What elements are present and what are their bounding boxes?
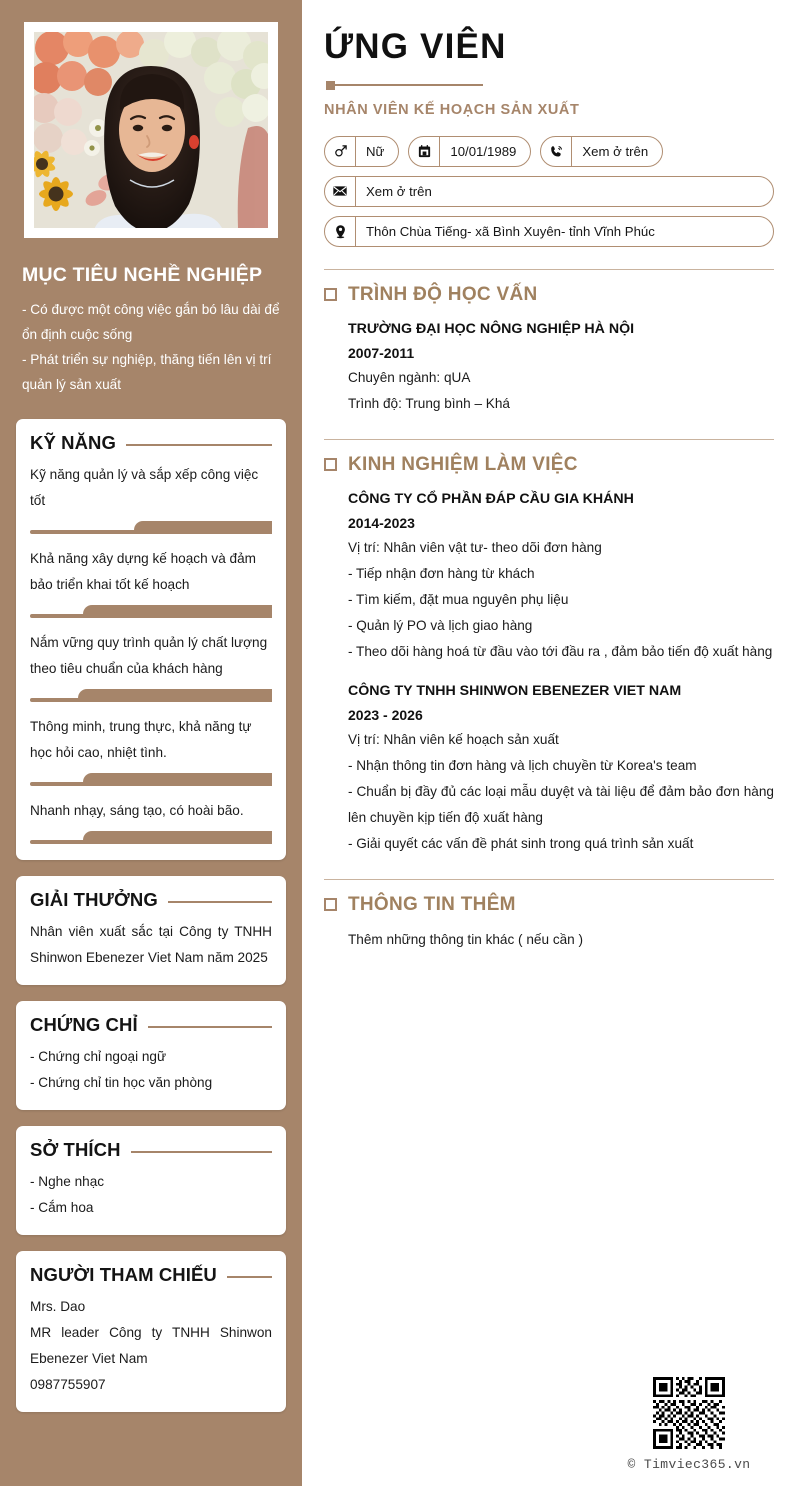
job-duty: - Chuẩn bị đầy đủ các loại mẫu duyệt và tài liệu để đảm bảo đơn hàng lên chuyền kịp tiến độ xuất hàng [348,783,774,825]
reference-role: MR leader Công ty TNHH Shinwon Ebenezer Viet Nam [30,1325,272,1366]
portrait-image [34,32,268,228]
heading-rule [131,1151,272,1153]
references-heading: NGƯỜI THAM CHIẾU [30,1264,217,1285]
company-years: 2023 - 2026 [348,706,423,723]
skill-fill [134,521,272,534]
certificates-header [30,1014,272,1036]
job-duty: - Quản lý PO và lịch giao hàng [348,617,533,633]
section-divider [324,439,774,440]
major: Chuyên ngành: qUA [348,369,471,385]
skill-label: Khả năng xây dựng kế hoạch và đảm bảo triển khai tốt kế hoạch [30,551,256,592]
contact-pill-birthdate[interactable] [408,136,531,167]
additional-text: Thêm những thông tin khác ( nếu cần ) [348,931,584,947]
objective-heading: MỤC TIÊU NGHỀ NGHIỆP [22,264,263,286]
skill-progress-bar [30,605,272,618]
experience-heading: KINH NGHIỆM LÀM VIỆC [348,453,578,475]
references-card [16,1251,286,1412]
candidate-photo [34,32,268,228]
brand-text: © Timviec365.vn [627,1457,751,1472]
job-title: NHÂN VIÊN KẾ HOẠCH SẢN XUẤT [324,101,580,118]
hobby-item: - Nghe nhạc [30,1174,105,1189]
contact-pills [324,136,774,247]
hobbies-heading: SỞ THÍCH [30,1139,121,1160]
qr-code[interactable] [653,1377,725,1449]
awards-text: Nhân viên xuất sắc tại Công ty TNHH Shinwon Ebenezer Viet Nam năm 2025 [30,924,272,965]
awards-card [16,876,286,985]
additional-header [324,894,774,916]
additional-info-section [324,879,774,953]
certificates-heading: CHỨNG CHỈ [30,1014,138,1035]
hobbies-card [16,1126,286,1235]
envelope-icon [325,177,356,206]
gender-icon [325,137,356,166]
job-duty: - Giải quyết các vấn đề phát sinh trong quá trình sản xuất [348,835,694,851]
reference-name: Mrs. Dao [30,1299,86,1314]
awards-heading: GIẢI THƯỞNG [30,889,158,910]
grade: Trình độ: Trung bình – Khá [348,395,510,411]
heading-rule [227,1276,272,1278]
heading-rule [168,901,272,903]
job-duty: - Tiếp nhận đơn hàng từ khách [348,565,535,581]
spacer [324,665,774,679]
skill-label: Nắm vững quy trình quản lý chất lượng theo tiêu chuẩn của khách hàng [30,635,268,676]
contact-value: 10/01/1989 [450,143,517,159]
footer [604,1377,774,1472]
heading-rule [126,444,272,446]
contact-value: Xem ở trên [366,183,432,199]
career-objective-section [16,238,286,403]
square-bullet-icon [324,898,337,911]
skill-fill [83,831,272,844]
skill-fill [78,689,272,702]
skill-progress-bar [30,831,272,844]
contact-pill-email[interactable] [324,176,774,207]
skill-item [30,630,272,702]
square-bullet-icon [324,288,337,301]
sidebar [0,0,302,1486]
title-accent-rule [326,81,774,90]
company-name: CÔNG TY TNHH SHINWON EBENEZER VIET NAM [348,682,682,699]
phone-icon [541,137,572,166]
job-duty: - Nhận thông tin đơn hàng và lịch chuyền từ Korea's team [348,757,697,773]
contact-value: Xem ở trên [582,143,649,159]
main-content [302,0,800,953]
skill-fill [83,773,272,786]
company-years: 2014-2023 [348,514,415,531]
location-pin-icon [325,217,356,246]
hobbies-header [30,1139,272,1161]
education-block [324,317,774,417]
certificates-card [16,1001,286,1110]
job-duty: - Tìm kiếm, đặt mua nguyên phụ liệu [348,591,569,607]
skill-label: Nhanh nhạy, sáng tạo, có hoài bão. [30,803,244,818]
contact-pill-gender[interactable] [324,136,399,167]
square-bullet-icon [324,458,337,471]
skill-fill [83,605,272,618]
objective-line-1: - Có được một công việc gắn bó lâu dài để ổn định cuộc sống [22,302,280,342]
certificate-item: - Chứng chỉ ngoại ngữ [30,1049,167,1064]
skill-item [30,798,272,844]
contact-pill-phone[interactable] [540,136,663,167]
objective-line-2: - Phát triển sự nghiệp, thăng tiến lên vị trí quản lý sản xuất [22,352,272,392]
section-divider [324,269,774,270]
section-divider [324,879,774,880]
contact-pill-address[interactable] [324,216,774,247]
accent-line [335,84,483,87]
reference-phone: 0987755907 [30,1377,106,1392]
education-section [324,269,774,417]
experience-section [324,439,774,857]
job-position: Vị trí: Nhân viên kế hoạch sản xuất [348,731,559,747]
photo-frame [24,22,278,238]
skill-label: Thông minh, trung thực, khả năng tự học hỏi cao, nhiệt tình. [30,719,252,760]
heading-rule [148,1026,272,1028]
school-years: 2007-2011 [348,344,415,361]
skills-heading: KỸ NĂNG [30,432,117,453]
school-name: TRƯỜNG ĐẠI HỌC NÔNG NGHIỆP HÀ NỘI [348,320,635,337]
company-name: CÔNG TY CỔ PHẦN ĐÁP CẦU GIA KHÁNH [348,490,634,507]
experience-job [324,487,774,665]
education-heading: TRÌNH ĐỘ HỌC VẤN [348,283,538,305]
contact-value: Thôn Chùa Tiếng- xã Bình Xuyên- tỉnh Vĩnh Phúc [366,223,655,239]
skill-progress-bar [30,773,272,786]
skills-header [30,432,272,454]
awards-header [30,889,272,911]
education-header [324,284,774,306]
skill-item [30,462,272,534]
additional-block [324,927,774,953]
skill-progress-bar [30,521,272,534]
experience-header [324,454,774,476]
certificate-item: - Chứng chỉ tin học văn phòng [30,1075,213,1090]
additional-heading: THÔNG TIN THÊM [348,893,516,915]
hobby-item: - Cắm hoa [30,1200,94,1215]
job-duty: - Theo dõi hàng hoá từ đầu vào tới đầu ra , đảm bảo tiến độ xuất hàng [348,643,773,659]
experience-job [324,679,774,857]
skills-card [16,419,286,860]
accent-square [326,81,335,90]
skill-item [30,546,272,618]
calendar-icon [409,137,440,166]
job-position: Vị trí: Nhân viên vật tư- theo dõi đơn hàng [348,539,602,555]
skill-item [30,714,272,786]
candidate-name: ỨNG VIÊN [324,27,507,66]
skill-label: Kỹ năng quản lý và sắp xếp công việc tốt [30,467,259,508]
skill-progress-bar [30,689,272,702]
contact-value: Nữ [366,143,385,159]
references-header [30,1264,272,1286]
